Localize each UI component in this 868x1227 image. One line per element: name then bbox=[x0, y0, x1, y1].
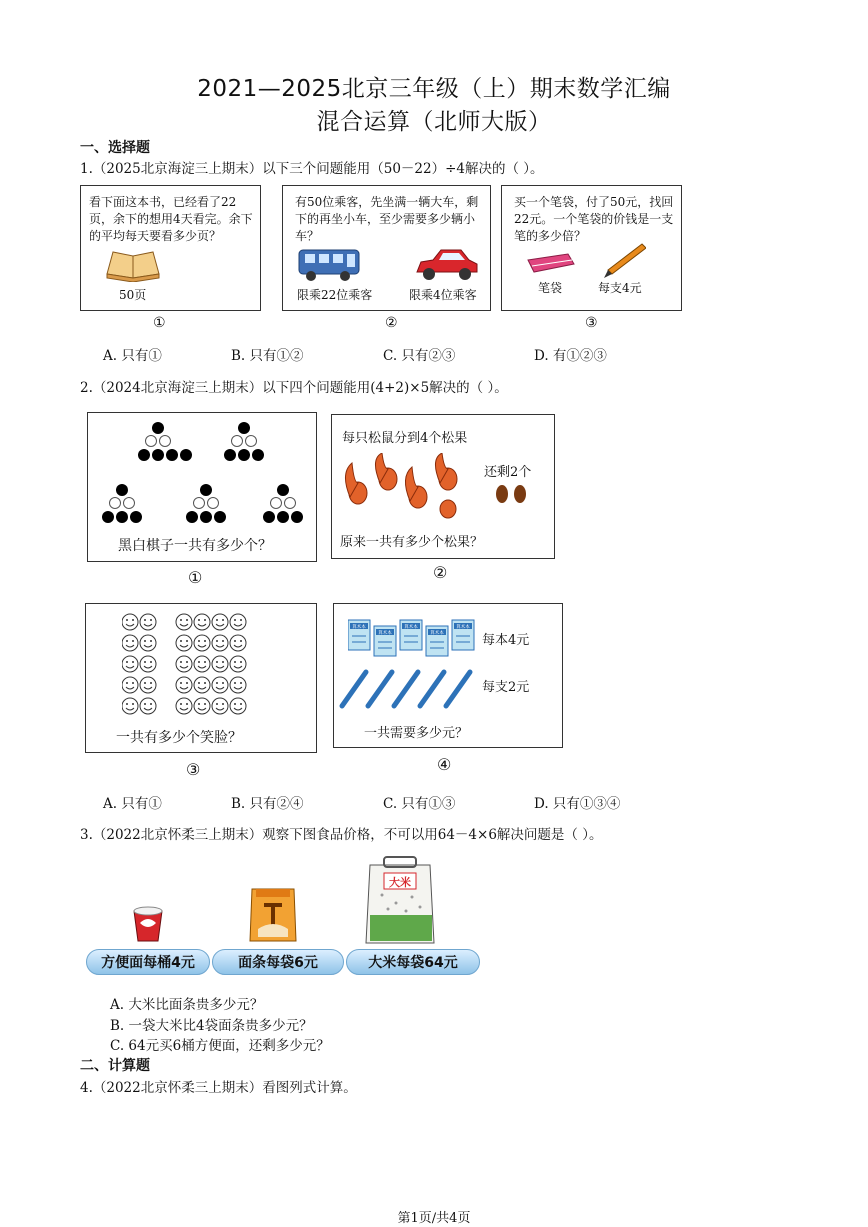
smiley-icon bbox=[212, 698, 228, 714]
q3-option-c[interactable]: C. 64元买6桶方便面，还剩多少元？ bbox=[110, 1038, 330, 1054]
smiley-icon bbox=[212, 635, 228, 651]
q2-figure-4-book: 每本4元 bbox=[482, 633, 530, 648]
q2-figure-2-top: 每只松鼠分到4个松果 bbox=[342, 431, 468, 446]
q1-figure-2-cap-right: 限乘4位乘客 bbox=[409, 288, 477, 302]
q1-figure-1 bbox=[80, 185, 261, 311]
q2-figure-4-pen: 每支2元 bbox=[482, 680, 530, 695]
q1-figure-1-caption: 50页 bbox=[119, 288, 147, 302]
q3-option-a[interactable]: A. 大米比面条贵多少元？ bbox=[110, 997, 264, 1013]
car-icon bbox=[413, 246, 481, 284]
page-subtitle: 混合运算（北师大版） bbox=[316, 109, 552, 135]
smiley-icon bbox=[194, 677, 210, 693]
smiley-icon bbox=[176, 677, 192, 693]
svg-text:算术本: 算术本 bbox=[378, 631, 392, 636]
q1-option-a[interactable]: A. 只有① bbox=[103, 348, 162, 364]
q2-option-b[interactable]: B. 只有②④ bbox=[231, 796, 304, 812]
smiley-icon bbox=[140, 614, 156, 630]
q2-figure-4-bottom: 一共需要多少元？ bbox=[364, 726, 469, 741]
q2-figure-3-text: 一共有多少个笑脸？ bbox=[116, 730, 242, 746]
q2-figure-2 bbox=[331, 414, 555, 559]
q1-option-c[interactable]: C. 只有②③ bbox=[383, 348, 456, 364]
q1-figure-3 bbox=[501, 185, 682, 311]
q2-figure-1 bbox=[87, 412, 317, 562]
q1-figure-3-cap-left: 笔袋 bbox=[538, 281, 563, 295]
smiley-icon bbox=[212, 614, 228, 630]
notebook-icon bbox=[400, 620, 422, 650]
bus-icon bbox=[297, 246, 363, 284]
q1-figure-2 bbox=[282, 185, 491, 311]
smiley-icon bbox=[122, 698, 138, 714]
section-calc: 二、计算题 bbox=[80, 1058, 150, 1074]
smiley-icon bbox=[140, 635, 156, 651]
q1-figure-1-text: 看下面这本书，已经看了22页，余下的想用4天看完。余下的平均每天要看多少页？ bbox=[89, 195, 253, 243]
smiley-icon bbox=[194, 614, 210, 630]
q1-figure-2-text: 有50位乘客，先坐满一辆大车，剩下的再坐小车，至少需要多少辆小车？ bbox=[295, 195, 479, 243]
smiley-icon bbox=[122, 677, 138, 693]
q2-figure-4 bbox=[333, 603, 563, 748]
book-icon bbox=[103, 248, 163, 282]
noodle-bag-icon bbox=[246, 885, 300, 945]
pens-icon bbox=[338, 666, 478, 710]
q2-label-3: ③ bbox=[186, 760, 201, 779]
smiley-icon bbox=[140, 698, 156, 714]
question-2-stem: 2.（2024北京海淀三上期末）以下四个问题能用(4+2)×5解决的（ ）。 bbox=[80, 380, 508, 396]
pinecones-icon bbox=[492, 483, 532, 505]
q2-figure-3 bbox=[85, 603, 317, 753]
price-tag-noodle-cup: 方便面每桶4元 bbox=[86, 949, 210, 975]
svg-text:算术本: 算术本 bbox=[456, 625, 470, 630]
q1-figure-3-cap-right: 每支4元 bbox=[598, 281, 642, 295]
section-choice: 一、选择题 bbox=[80, 140, 150, 156]
q2-label-2: ② bbox=[433, 563, 448, 582]
q1-label-2: ② bbox=[385, 315, 398, 331]
smiley-icon bbox=[122, 656, 138, 672]
go-stones-figure bbox=[88, 413, 316, 528]
price-tag-rice: 大米每袋64元 bbox=[346, 949, 480, 975]
q2-option-a[interactable]: A. 只有① bbox=[103, 796, 162, 812]
question-1-stem: 1.（2025北京海淀三上期末）以下三个问题能用（50－22）÷4解决的（ ）。 bbox=[80, 161, 544, 177]
pen-icon bbox=[602, 242, 646, 280]
price-tag-noodles: 面条每袋6元 bbox=[212, 949, 344, 975]
q1-label-1: ① bbox=[153, 315, 166, 331]
page-footer: 第1页/共4页 bbox=[397, 1211, 471, 1226]
smiley-icon bbox=[230, 698, 246, 714]
notebook-icon bbox=[452, 620, 474, 650]
question-4-stem: 4.（2022北京怀柔三上期末）看图列式计算。 bbox=[80, 1080, 357, 1096]
q1-figure-2-cap-left: 限乘22位乘客 bbox=[297, 288, 373, 302]
rice-bag-word: 大米 bbox=[389, 876, 411, 889]
q3-option-b[interactable]: B. 一袋大米比4袋面条贵多少元？ bbox=[110, 1018, 313, 1034]
smiley-icon bbox=[176, 635, 192, 651]
svg-text:算术本: 算术本 bbox=[404, 625, 418, 630]
q2-option-c[interactable]: C. 只有①③ bbox=[383, 796, 456, 812]
notebook-icon bbox=[348, 620, 370, 650]
smiley-icon bbox=[230, 614, 246, 630]
q1-option-d[interactable]: D. 有①②③ bbox=[534, 348, 607, 364]
notebook-icon bbox=[426, 626, 448, 656]
smiley-icon bbox=[140, 656, 156, 672]
smiley-icon bbox=[122, 635, 138, 651]
q2-figure-2-side: 还剩2个 bbox=[484, 465, 532, 480]
svg-text:算术本: 算术本 bbox=[352, 625, 366, 630]
page-title: 2021—2025北京三年级（上）期末数学汇编 bbox=[197, 76, 671, 102]
smiley-icon bbox=[194, 698, 210, 714]
smiley-icon bbox=[140, 677, 156, 693]
question-3-stem: 3.（2022北京怀柔三上期末）观察下图食品价格，不可以用64－4×6解决问题是（ ）。 bbox=[80, 827, 603, 843]
smiley-icon bbox=[176, 614, 192, 630]
rice-bag-icon bbox=[362, 855, 438, 947]
q1-figure-3-text: 买一个笔袋，付了50元，找回22元。一个笔袋的价钱是一支笔的多少倍？ bbox=[514, 195, 674, 243]
smiley-icon bbox=[230, 656, 246, 672]
q2-figure-1-text: 黑白棋子一共有多少个？ bbox=[118, 538, 272, 554]
smiley-icon bbox=[122, 614, 138, 630]
q2-label-4: ④ bbox=[437, 755, 452, 774]
smiley-icon bbox=[212, 656, 228, 672]
smiley-icon bbox=[230, 635, 246, 651]
squirrels-icon bbox=[340, 453, 466, 521]
smiley-icon bbox=[176, 698, 192, 714]
instant-noodle-cup-icon bbox=[128, 905, 168, 945]
smiley-icon bbox=[194, 635, 210, 651]
q1-label-3: ③ bbox=[585, 315, 598, 331]
smiley-icon bbox=[212, 677, 228, 693]
smiley-icon bbox=[194, 656, 210, 672]
notebook-icon bbox=[374, 626, 396, 656]
notebooks-icon bbox=[348, 616, 476, 664]
smiley-icon bbox=[176, 656, 192, 672]
q2-figure-2-bottom: 原来一共有多少个松果？ bbox=[340, 535, 484, 550]
pencil-case-icon bbox=[524, 250, 578, 278]
q1-option-b[interactable]: B. 只有①② bbox=[231, 348, 304, 364]
smileys-figure bbox=[122, 612, 262, 718]
svg-text:算术本: 算术本 bbox=[430, 631, 444, 636]
smiley-icon bbox=[230, 677, 246, 693]
q2-option-d[interactable]: D. 只有①③④ bbox=[534, 796, 621, 812]
q2-label-1: ① bbox=[188, 568, 203, 587]
